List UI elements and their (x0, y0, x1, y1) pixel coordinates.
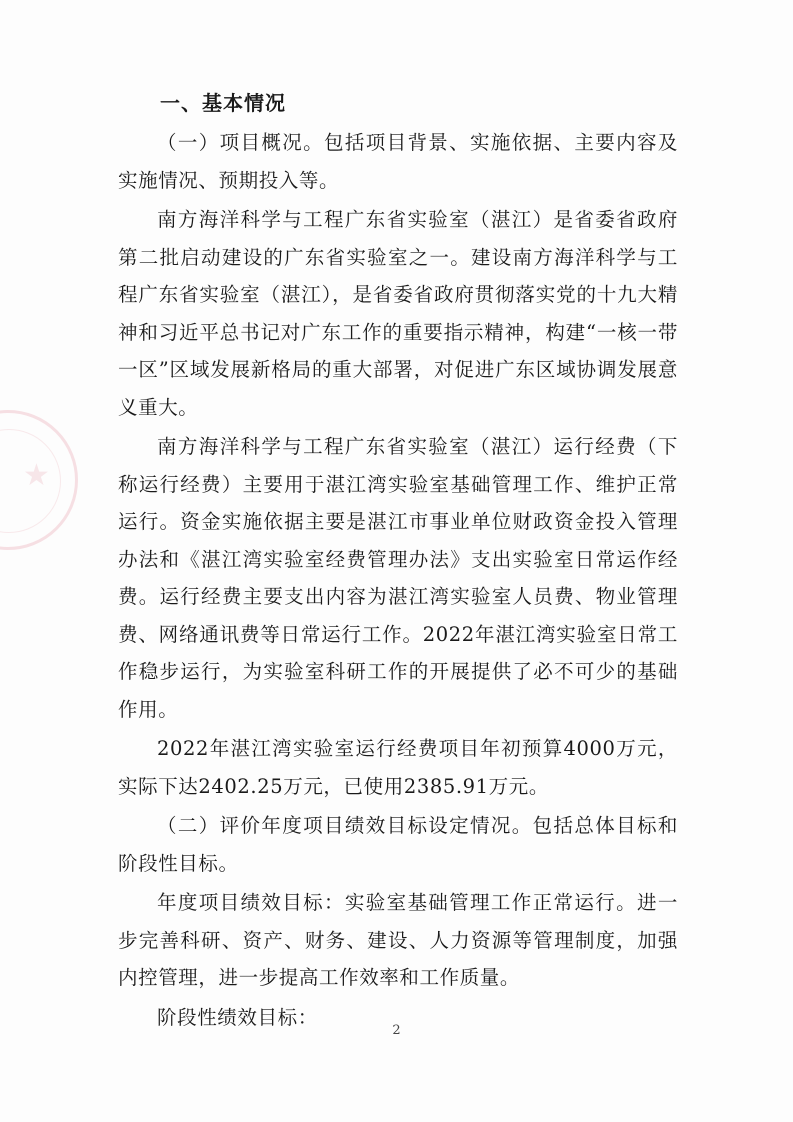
section-heading: 一、基本情况 (160, 91, 286, 115)
page-number: 2 (392, 1023, 401, 1038)
paragraph-lab-background: 南方海洋科学与工程广东省实验室（湛江）是省委省政府第二批启动建设的广东省实验室之一。建设南方海洋科学与工程广东省实验室（湛江），是省委省政府贯彻落实党的十九大精神和习近平总书记对广东工作的重要指示精神，构建“一核一带一区”区域发展新格局的重大部署，对促进广东区域协调发展意义重大。 (118, 208, 678, 419)
seal-star-icon: ★ (23, 458, 50, 493)
paragraph-annual-goals: 年度项目绩效目标：实验室基础管理工作正常运行。进一步完善科研、资产、财务、建设、人力资源等管理制度，加强内控管理，进一步提高工作效率和工作质量。 (118, 891, 678, 989)
paragraph-performance-goals: （二）评价年度项目绩效目标设定情况。包括总体目标和阶段性目标。 (118, 814, 678, 875)
paragraph-operating-funds: 南方海洋科学与工程广东省实验室（湛江）运行经费（下称运行经费）主要用于湛江湾实验室基础管理工作、维护正常运行。资金实施依据主要是湛江市事业单位财政资金投入管理办法和《湛江湾实验室经费管理办法》支出实验室日常运作经费。运行经费主要支出内容为湛江湾实验室人员费、物业管理费、网络通讯费等日常运行工作。2022年湛江湾实验室日常工作稳步运行，为实验室科研工作的开展提供了必不可少的基础作用。 (118, 435, 678, 721)
paragraph-project-overview: （一）项目概况。包括项目背景、实施依据、主要内容及实施情况、预期投入等。 (118, 131, 678, 192)
document-body (118, 82, 678, 1036)
paragraph-stage-goals: 阶段性绩效目标： (157, 1005, 318, 1029)
paragraph-budget: 2022年湛江湾实验室运行经费项目年初预算4000万元，实际下达2402.25万元，已使用2385.91万元。 (118, 737, 678, 798)
red-seal-stamp (0, 410, 78, 550)
